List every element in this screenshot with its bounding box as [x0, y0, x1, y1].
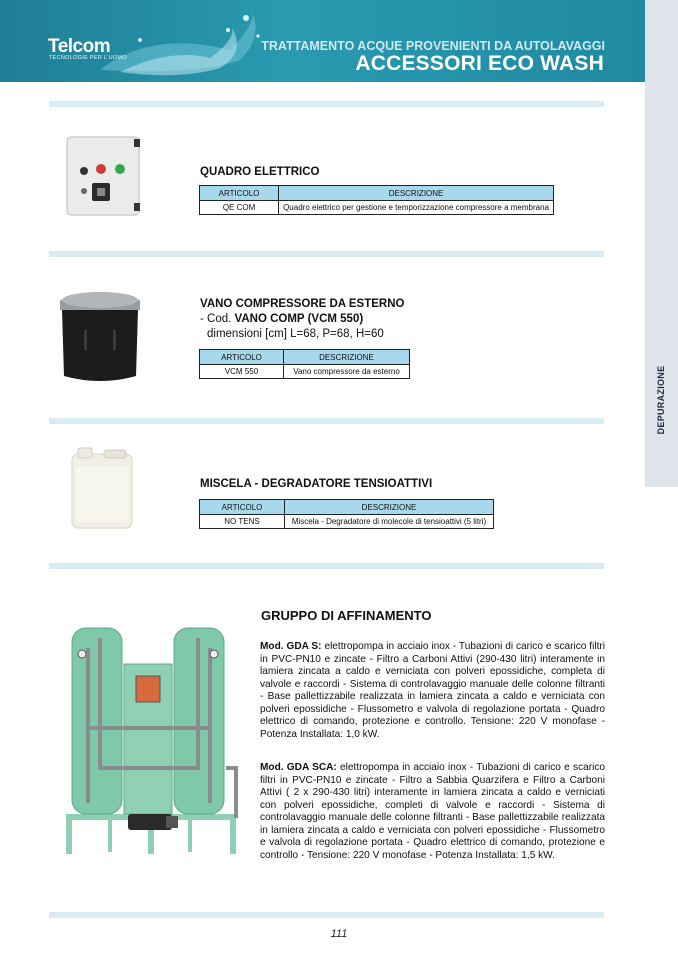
- gruppo-title: GRUPPO DI AFFINAMENTO: [261, 608, 432, 623]
- vano-title: VANO COMPRESSORE DA ESTERNO: [200, 298, 405, 310]
- side-tab-label: DEPURAZIONE: [656, 365, 666, 435]
- vano-dimensions: dimensioni [cm] L=68, P=68, H=60: [207, 328, 384, 340]
- miscela-table: [199, 499, 494, 529]
- col-descrizione: DESCRIZIONE: [285, 500, 494, 515]
- col-articolo: ARTICOLO: [200, 186, 279, 201]
- header-title: ACCESSORI ECO WASH: [355, 52, 604, 75]
- gda-s-description: [260, 641, 605, 741]
- vano-code-line: [200, 313, 363, 326]
- vano-code: VANO COMP (VCM 550): [234, 313, 364, 325]
- compressor-housing-image: [58, 290, 142, 386]
- cell-descrizione: Quadro elettrico per gestione e temporizzazione compressore a membrana: [279, 201, 554, 215]
- filter-group-image: [60, 618, 246, 860]
- gda-s-label: Mod. GDA S:: [260, 641, 322, 652]
- col-descrizione: DESCRIZIONE: [279, 186, 554, 201]
- canister-image: [64, 446, 140, 532]
- header-subtitle: TRATTAMENTO ACQUE PROVENIENTI DA AUTOLAVAGGI: [261, 39, 605, 53]
- cell-articolo: NO TENS: [200, 515, 285, 529]
- gda-sca-text: elettropompa in acciaio inox - Tubazioni di carico e scarico filtri in PVC-PN10 e zincate - Filtro a Sabbia Quarzifera e Filtro a Carboni Attivi ( 2 x 290-430 litri) interamente in lamiera zincata a caldo e verniciati con polveri epossidiche, completi di valvole e raccordi - Sistema di controlavaggio manuale delle colonne filtranti - Base pallettizzabile realizzata in lamiera zincata a caldo e verniciata con polveri epossidiche - Flussometro e valvola di regolazione portata - Quadro elettrico di comando, protezione e controllo - Tensione: 220 V monofase - Potenza Installata: 1,5 kW.: [260, 762, 605, 861]
- control-panel-image: [64, 135, 144, 219]
- logo-tagline: TECNOLOGIE PER L'UOMO: [49, 55, 127, 61]
- section-divider: [49, 101, 604, 107]
- col-descrizione: DESCRIZIONE: [284, 350, 410, 365]
- table-row: [200, 365, 410, 379]
- page-number: 111: [330, 928, 348, 940]
- quadro-title: QUADRO ELETTRICO: [200, 166, 320, 178]
- cell-descrizione: Vano compressore da esterno: [284, 365, 410, 379]
- miscela-title: MISCELA - DEGRADATORE TENSIOATTIVI: [200, 478, 433, 490]
- vano-table: [199, 349, 410, 379]
- company-logo: Telcom: [48, 36, 111, 57]
- table-row: [200, 515, 494, 529]
- gda-sca-label: Mod. GDA SCA:: [260, 762, 337, 773]
- section-divider: [49, 251, 604, 257]
- table-row: [200, 201, 554, 215]
- cell-articolo: QE COM: [200, 201, 279, 215]
- gda-sca-description: [260, 762, 605, 862]
- section-divider: [49, 563, 604, 569]
- section-divider: [49, 418, 604, 424]
- gda-s-text: elettropompa in acciaio inox - Tubazioni di carico e scarico filtri in PVC-PN10 e zincate - Filtro a Carboni Attivi (290-430 litri) interamente in lamiera zincata a caldo e verniciata con polveri epossidiche, completa di valvole e raccordi - Sistema di controlavaggio manuale delle colonne filtranti - Base pallettizzabile realizzata in lamiera zincata a caldo e verniciata con polveri epossidiche - Flussometro e valvola di regolazione portata - Quadro elettrico di comando, protezione e controllo. Tensione: 220 V monofase - Potenza Installata: 1,0 kW.: [260, 641, 605, 740]
- col-articolo: ARTICOLO: [200, 500, 285, 515]
- cell-descrizione: Miscela - Degradatore di molecole di tensioattivi (5 litri): [285, 515, 494, 529]
- cell-articolo: VCM 550: [200, 365, 284, 379]
- section-divider: [49, 912, 604, 918]
- page-header: [0, 0, 645, 82]
- vano-code-prefix: - Cod.: [200, 313, 235, 325]
- quadro-table: [199, 185, 554, 215]
- col-articolo: ARTICOLO: [200, 350, 284, 365]
